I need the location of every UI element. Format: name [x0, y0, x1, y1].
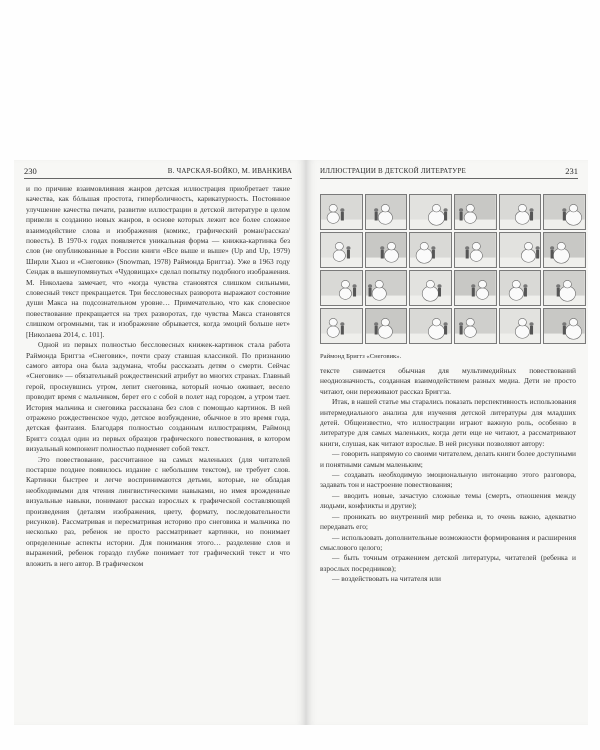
- snowman-illustration-grid: [320, 194, 586, 344]
- comic-panel: [409, 308, 452, 344]
- list-item: — говорить напрямую со своими читателем, делать книги более доступными и понятными самым маленьким;: [320, 449, 576, 469]
- list-item: — воздействовать на читателя или: [332, 574, 441, 584]
- comic-panel: [409, 232, 452, 268]
- left-paragraph-2: Одной из первых полностью бессловесных книжек-картинок стала работа Раймонда Бриггза «Снеговик», почти сразу ставшая классикой. По признанию самого автора она была задумана, чтобы рассказать детям о смерти. Сейчас «Снеговик» — обязательный рождественский атрибут во многих странах. Главный герой, проснувшись утром, лепит снеговика, который ночью оживает, весело проводит время с мальчиком, берет его с собой в полет над городом, а утром тает. История мальчика и снеговика рассказана без слов с помощью картинок. В ней отражено рождественское чудо, детское возбуждение, обычное в это время года, детская фантазия. Благодаря полностью созданным иллюстрациям, Раймонд Бриггз создал один из первых образцов графического повествования, в котором визуальный компонент полностью подменяет собой текст.: [26, 340, 290, 454]
- right-paragraph-2: Итак, в нашей статье мы старались показать перспективность использования интермедиального анализа для изучения детской литературы для младших детей. Общеизвестно, что иллюстрации играют важную роль, особенно в литературе для самых маленьких, когда дети еще не читают, а рассматривают книги, слушая, как читают взрослые. В ней рисунки позволяют автору:: [320, 397, 576, 448]
- right-running-header: ИЛЛЮСТРАЦИИ В ДЕТСКОЙ ЛИТЕРАТУРЕ: [320, 167, 467, 175]
- left-running-header: В. ЧАРСКАЯ-БОЙКО, М. ИВАНКИВА: [167, 167, 292, 175]
- comic-panel: [454, 232, 497, 268]
- comic-panel: [543, 232, 586, 268]
- comic-panel: [499, 232, 542, 268]
- comic-panel: [409, 270, 452, 306]
- left-paragraph-3: Это повествование, рассчитанное на самых маленьких (для читателей постарше позднее появилось издание с небольшим текстом), не требует слов. Картинки быстрее и легче воспринимаются детьми, которые, не обладая необходимыми для чтения лингвистическими навыками, но имея врожденные визуальные навыки, понимают рассказ взрослых к графической составляющей произведения (деталям изображения, цвету, формату, последовательности рисунков). Рассматривая и пересматривая историю про снеговика и мальчика по несколько раз, ребенок не просто рассматривает картинки, но понимает определенные аспекты истории. Для понимания этого… разделение слов и выражений, ребенок гораздо глубже понимает тот графический текст и что вложить в него автор. В графическом: [26, 454, 290, 568]
- list-item: — использовать дополнительные возможности формирования и расширения смыслового целого;: [320, 532, 576, 552]
- list-item: — вводить новые, зачастую сложные темы (смерть, отношения между людьми, конфликты и другие);: [320, 490, 576, 511]
- comic-panel: [365, 194, 408, 230]
- right-paragraph-1: тексте снимается обычная для мультимедийных повествований неоднозначность, созданная взаимодействием разных медиа. Дети не просто читают, они переживают рассказ Бриггза.: [320, 366, 576, 396]
- comic-panel: [499, 270, 542, 306]
- comic-panel: [454, 194, 497, 230]
- comic-panel: [454, 270, 497, 306]
- comic-panel: [543, 270, 586, 306]
- comic-panel: [365, 308, 408, 344]
- comic-panel: [365, 270, 408, 306]
- left-paragraph-1: и по причине взаимовлияния жанров детская иллюстрация приобретает такие качества, как бóльшая простота, гиперболичность, карикатурность. Постоянное улучшение качества печати, развитие иллюстрации в детской литературе в целом привели к созданию новых жанров, в основе которых лежит все более сложное взаимодействие слова и изображения (комикс, графический роман/рассказ/повесть). В 1970-х годах появляется уникальная форма — книжка-картинка без слов (не опубликованные в России книги «Все выше и выше» (Up and Up, 1979) Ширли Хьюз и «Снеговик» (Snowman, 1978) Раймонда Бриггза). Уже в 1963 году Сендак в вышеупомянутых «Чудовищах» сделал попытку подобного изображения. М. Николаева замечает, что «когда чувства становятся слишком сильными, словесный текст прекращается. Три бессловесных разворота выражают состояние души Макса на подсознательном уровне… Примечательно, что как словесное повествование прекращается на трех разворотах, где чувства Макса становятся слишком огромными, так и изображение обрывается, когда эмоций больше нет» [Николаева 2014, с. 101].: [26, 184, 290, 339]
- list-item: — быть точным отражением детской литературы, читателей (ребенка и взрослых посредников);: [320, 553, 576, 573]
- comic-panel: [320, 232, 363, 268]
- right-body-text: [320, 366, 576, 585]
- left-body-text: [26, 184, 290, 569]
- comic-panel: [320, 308, 363, 344]
- comic-panel: [365, 232, 408, 268]
- right-page: [306, 160, 588, 725]
- comic-panel: [454, 308, 497, 344]
- comic-panel: [543, 308, 586, 344]
- left-page-header: [24, 164, 292, 179]
- figure-caption: Раймонд Бриггз «Снеговик».: [320, 353, 402, 360]
- left-page-number: 230: [24, 166, 37, 176]
- comic-panel: [320, 270, 363, 306]
- comic-panel: [499, 308, 542, 344]
- comic-panel: [409, 194, 452, 230]
- comic-panel: [499, 194, 542, 230]
- comic-panel: [320, 194, 363, 230]
- right-page-header: [320, 164, 578, 179]
- left-page: [14, 160, 307, 725]
- list-item: — создавать необходимую эмоциональную интонацию этого разговора, задавать тон и настроение повествования;: [320, 470, 576, 490]
- list-item: — проникать во внутренний мир ребенка и, то очень важно, адекватно передавать его;: [320, 511, 576, 532]
- comic-panel: [543, 194, 586, 230]
- right-page-number: 231: [565, 166, 578, 176]
